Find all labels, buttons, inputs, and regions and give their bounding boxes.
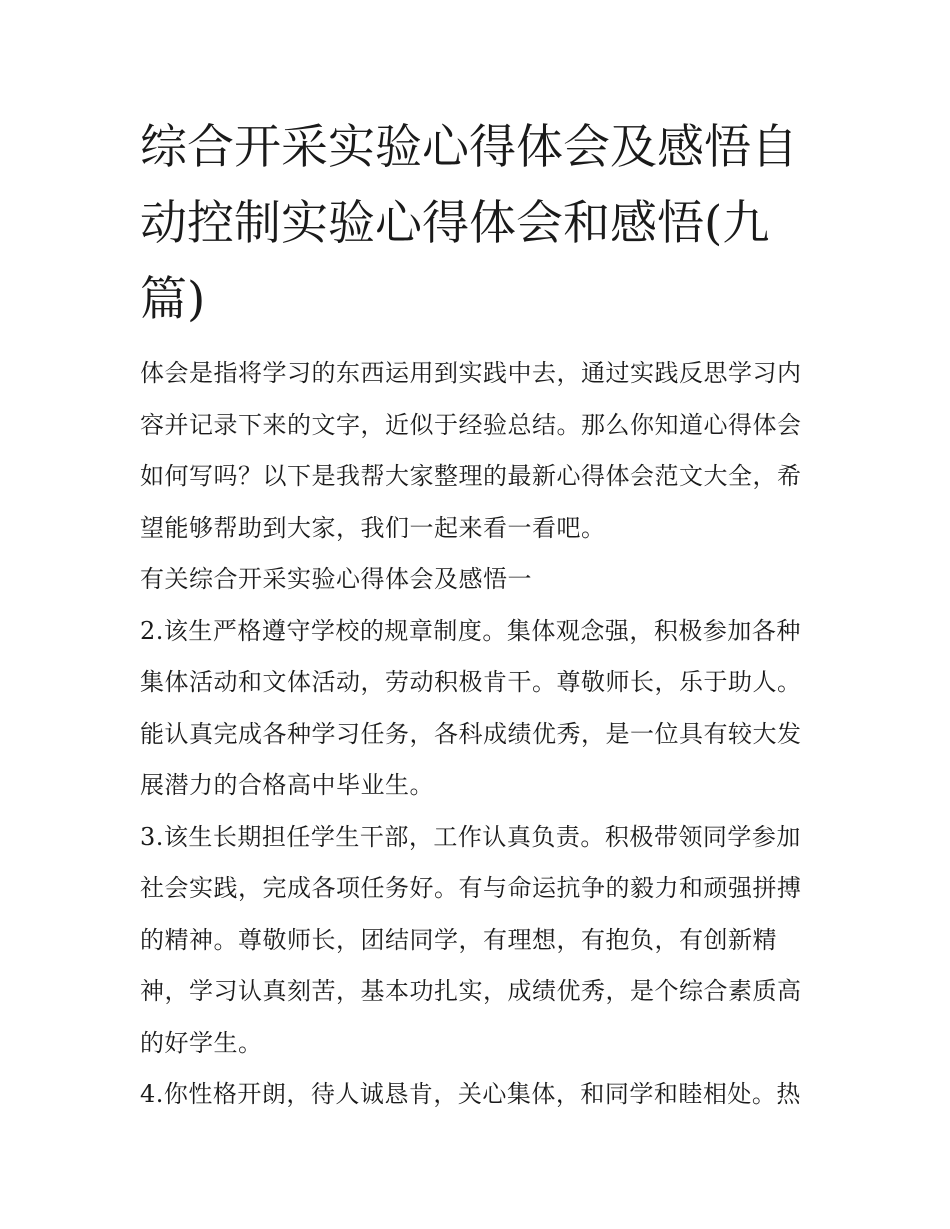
document-content [140, 110, 820, 1121]
intro-paragraph: 体会是指将学习的东西运用到实践中去，通过实践反思学习内容并记录下来的文字，近似于经验总结。那么你知道心得体会如何写吗？以下是我帮大家整理的最新心得体会范文大全，希望能够帮助到大家，我们一起来看一看吧。 [140, 359, 802, 542]
document-body [140, 348, 820, 1121]
list-item-2: 2.该生严格遵守学校的规章制度。集体观念强，积极参加各种集体活动和文体活动，劳动积极肯干。尊敬师长，乐于助人。能认真完成各种学习任务，各科成绩优秀，是一位具有较大发展潜力的合格高中毕业生。 [140, 616, 802, 799]
list-item-3: 3.该生长期担任学生干部，工作认真负责。积极带领同学参加社会实践，完成各项任务好。有与命运抗争的毅力和顽强拼搏的精神。尊敬师长，团结同学，有理想，有抱负，有创新精神，学习认真刻苦，基本功扎实，成绩优秀，是个综合素质高的好学生。 [140, 822, 802, 1057]
document-title: 综合开采实验心得体会及感悟自动控制实验心得体会和感悟(九篇) [140, 120, 798, 327]
section-heading: 有关综合开采实验心得体会及感悟一 [140, 565, 532, 593]
list-item-4: 4.你性格开朗，待人诚恳肯，关心集体，和同学和睦相处。热 [140, 1080, 801, 1108]
